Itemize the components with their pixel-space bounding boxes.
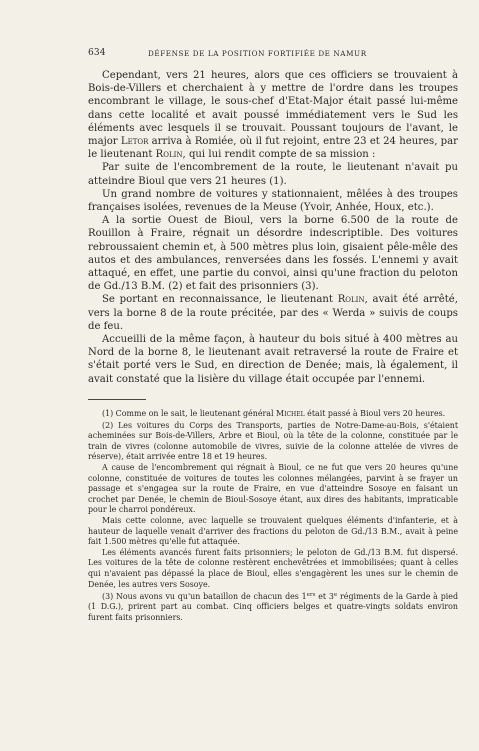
running-title: DÉFENSE DE LA POSITION FORTIFIÉE DE NAMUR [148,49,367,58]
footnote-divider [88,399,146,400]
main-text [88,69,458,386]
footnotes [88,407,458,623]
person-name: Michel [276,408,305,418]
footnote-paragraph: Les éléments avancés furent faits prisonniers; le peloton de Gd./13 B.M. fut dispersé. Les voitures de la tête de colonne restèrent enchevêtrées et immobilisées; quant à celles qui n'avaient pas dépassé la place de Bioul, elles s'engagèrent les unes sur le chemin de Denée, les autres vers Sosoye. [88,547,458,589]
paragraph: A la sortie Ouest de Bioul, vers la borne 6.500 de la route de Rouillon à Fraire, régnait un désordre indescriptible. Des voitures rebroussaient chemin et, à 500 mètres plus loin, gisaient pêle-mêle des autos et des ambulances, renversées dans les fossés. L'ennemi y avait attaqué, en effet, une partie du convoi, ainsi qu'une fraction du peloton de Gd./13 B.M. (2) et fait des prisonniers (3). [88,215,458,293]
paragraph: Cependant, vers 21 heures, alors que ces officiers se trouvaient à Bois-de-Villers et cherchaient à y mettre de l'ordre dans les troupes encombrant le village, le sous-chef d'Etat-Major était passé lui-même dans cette localité et avait poussé immédiatement vers le Sud les éléments avec lesquels il se trouvait. Poussant toujours de l'avant, le major Letor arriva à Romiée, où il fut rejoint, entre 23 et 24 heures, par le lieutenant Rolin, qui lui rendit compte de sa mission : [88,70,458,161]
page-header [88,48,410,62]
footnote: (3) Nous avons vu qu'un bataillon de chacun des 1ers et 3e régiments de la Garde à pied (1 D.G.), prirent part au combat. Cinq officiers belges et quatre-vingts soldats environ furent faits prisonniers. [88,591,459,622]
paragraph: Par suite de l'encombrement de la route, le lieutenant n'avait pu atteindre Bioul que vers 21 heures (1). [88,162,458,187]
footnote: (1) Comme on le sait, le lieutenant général Michel était passé à Bioul vers 20 heures. [102,408,446,418]
footnote-paragraph: Mais cette colonne, avec laquelle se trouvaient quelques éléments d'infanterie, et à hauteur de laquelle venait d'arriver des fractions du peloton de Gd./13 B.M., avait à peine fait 1.500 mètres qu'elle fut attaquée. [88,515,458,547]
person-name: Letor [120,136,149,148]
footnote-paragraph: A cause de l'encombrement qui régnait à Bioul, ce ne fut que vers 20 heures qu'une colonne, constituée de voitures de toutes les colonnes mélangées, parvint à se frayer un passage et s'engagea sur la route de Fraire, en vue d'atteindre Sosoye en faisant un crochet par Denée, le chemin de Bioul-Sosoye étant, aux dires des habitants, impraticable pour le charroi pondéreux. [88,462,458,515]
paragraph: Un grand nombre de voitures y stationnaient, mêlées à des troupes françaises isolées, revenues de la Meuse (Yvoir, Anhée, Houx, etc.). [88,188,458,214]
paragraph: Se portant en reconnaissance, le lieutenant Rolin, avait été arrêté, vers la borne 8 de la route précitée, par des « Werda » suivis de coups de feu. [88,294,458,332]
person-name: Rolin [155,149,183,161]
page-number: 634 [88,48,106,58]
paragraph: Accueilli de la même façon, à hauteur du bois situé à 400 mètres au Nord de la borne 8, le lieutenant avait retraversé la route de Fraire et s'était porté vers le Sud, en direction de Denée; mais, là également, il avait constaté que la lisière du village était occupée par l'ennemi. [88,334,458,385]
footnote: (2) Les voitures du Corps des Transports, parties de Notre-Dame-au-Bois, s'étaient acheminées sur Bois-de-Villers, Arbre et Bioul, où la tête de la colonne, constituée par le train de vivres (colonne automobile de vivres, suivie de la colonne attelée de vivres de réserve), était arrivée entre 18 et 19 heures. [88,420,458,462]
person-name: Rolin [337,294,365,306]
